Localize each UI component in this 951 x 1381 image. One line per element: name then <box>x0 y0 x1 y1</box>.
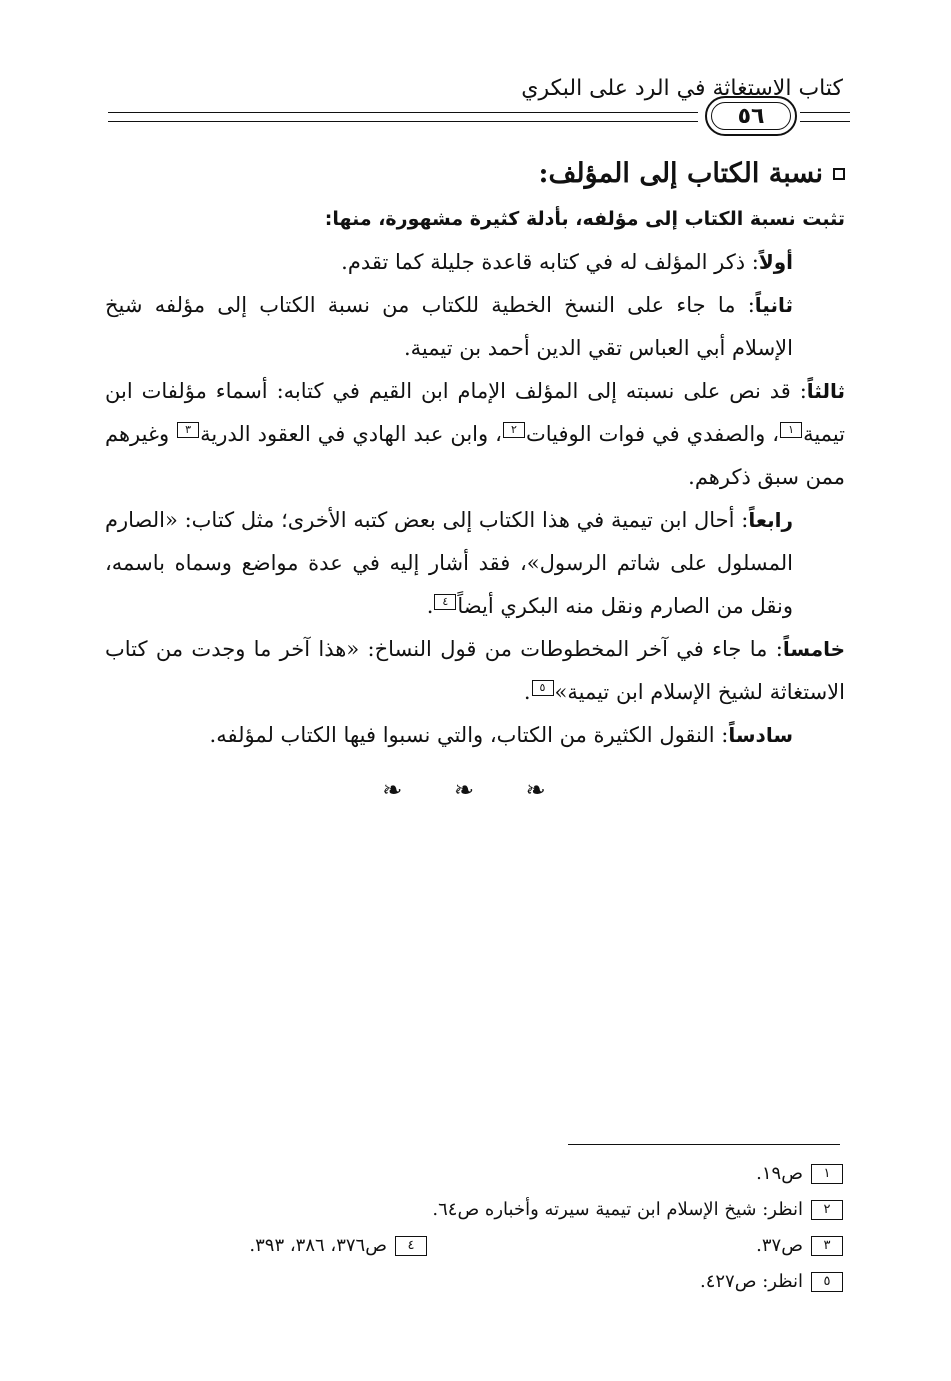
footnote-ref[interactable]: ٢ <box>503 422 525 438</box>
section-heading-text: نسبة الكتاب إلى المؤلف: <box>538 158 823 189</box>
footnote-number: ٥ <box>811 1272 843 1292</box>
footnote-text: انظر: شيخ الإسلام ابن تيمية سيرته وأخباره ص٦٤. <box>432 1199 803 1220</box>
paragraph-first <box>105 241 845 284</box>
footnote-separator <box>568 1144 840 1145</box>
paragraph-text: . <box>523 680 531 704</box>
header-rule <box>800 112 850 113</box>
paragraph-third <box>105 370 845 499</box>
footnote-number: ١ <box>811 1164 843 1184</box>
paragraph-sixth <box>105 714 845 757</box>
footnote-ref[interactable]: ٥ <box>532 680 554 696</box>
footnote-number: ٤ <box>395 1236 427 1256</box>
paragraph-text: ، والصفدي في فوات الوفيات <box>525 422 780 446</box>
paragraph-fifth <box>105 628 845 714</box>
paragraph-fourth <box>105 499 845 628</box>
page-number-text: ٥٦ <box>737 103 765 129</box>
footnote-item <box>163 1156 843 1192</box>
footnote-text: ص١٩. <box>756 1163 803 1184</box>
paragraph-text: وغيرهم ممن سبق ذكرهم. <box>105 422 845 489</box>
footnote-item <box>195 1228 427 1264</box>
footnote-text: ص٣٧. <box>756 1235 803 1256</box>
footnote-text: انظر: ص٤٢٧. <box>699 1271 803 1292</box>
header-rule <box>108 112 698 113</box>
paragraph-lead: ثانياً <box>754 293 793 317</box>
section-heading <box>105 158 845 189</box>
paragraph-lead: خامساً <box>782 637 845 661</box>
footnote-text: ص٣٧٦، ٣٨٦، ٣٩٣. <box>249 1235 387 1256</box>
body-text <box>105 198 845 757</box>
paragraph-lead: أولاً <box>758 250 793 274</box>
paragraph-lead: سادساً <box>728 723 793 747</box>
paragraph-text: . <box>426 594 434 618</box>
intro-paragraph: تثبت نسبة الكتاب إلى مؤلفه، بأدلة كثيرة مشهورة، منها: <box>324 208 845 230</box>
footnote-item <box>163 1192 843 1228</box>
section-end-ornament: ❧ ❧ ❧ <box>382 776 568 804</box>
footnote-ref[interactable]: ١ <box>780 422 802 438</box>
footnote-number: ٣ <box>811 1236 843 1256</box>
running-title: كتاب الاستغاثة في الرد على البكري <box>521 76 843 101</box>
footnote-ref[interactable]: ٣ <box>177 422 199 438</box>
page-number <box>705 96 797 136</box>
paragraph-second <box>105 284 845 370</box>
square-bullet-icon <box>833 168 845 180</box>
footnote-row <box>195 1228 427 1264</box>
paragraph-text: ، وابن عبد الهادي في العقود الدرية <box>200 422 502 446</box>
paragraph-text: : النقول الكثيرة من الكتاب، والتي نسبوا فيها الكتاب لمؤلفه. <box>209 723 729 747</box>
paragraph-lead: ثالثاً <box>806 379 845 403</box>
paragraph-text: : قد نص على نسبته إلى المؤلف الإمام ابن القيم في كتابه: أسماء مؤلفات ابن تيمية <box>105 379 845 446</box>
footnote-ref[interactable]: ٤ <box>434 594 456 610</box>
paragraph-text: : ما جاء على النسخ الخطية للكتاب من نسبة الكتاب إلى مؤلفه شيخ الإسلام أبي العباس تقي الدين أحمد بن تيمية. <box>105 293 793 360</box>
paragraph-text: : ذكر المؤلف له في كتابه قاعدة جليلة كما تقدم. <box>341 250 759 274</box>
header-rule <box>108 121 698 122</box>
paragraph-text: : ما جاء في آخر المخطوطات من قول النساخ: «هذا آخر ما وجدت من كتاب الاستغاثة لشيخ الإسلام ابن تيمية» <box>105 637 845 704</box>
footnote-number: ٢ <box>811 1200 843 1220</box>
paragraph-text: : أحال ابن تيمية في هذا الكتاب إلى بعض كتبه الأخرى؛ مثل كتاب: «الصارم المسلول على شاتم الرسول»، فقد أشار إليه في عدة مواضع وسماه باسمه، ونقل من الصارم ونقل منه البكري أيضاً <box>105 508 793 618</box>
footnote-item <box>163 1264 843 1300</box>
header-rule <box>800 121 850 122</box>
paragraph-lead: رابعاً <box>748 508 793 532</box>
